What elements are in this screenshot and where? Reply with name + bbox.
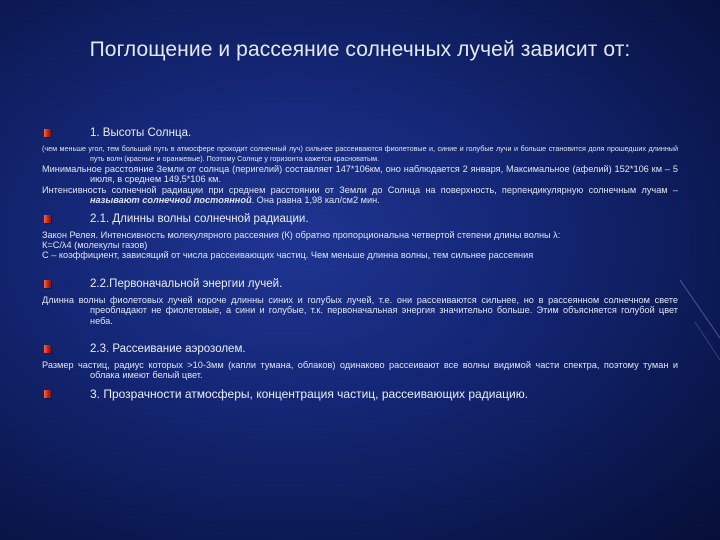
perihelion-paragraph: Минимальное расстояние Земли от солнца (перигелий) составляет 147*106км, оно наблюдается 2 января, Максимальное (афелий) 152*106 км – 5 июля, в среднем 149,5*106 км.: [42, 164, 678, 185]
section-2-1-heading: [42, 212, 678, 226]
slide-content: [42, 126, 678, 401]
aerosol-paragraph: Размер частиц, радиус которых >10-3мм (капли тумана, облаков) одинаково рассеивают все волны видимой части спектра, поэтому туман и облака имеют белый цвет.: [42, 360, 678, 381]
rayleigh-law-paragraph: Закон Релея. Интенсивность молекулярного рассеяния (К) обратно пропорциональна четвертой степени длины волны λ:: [42, 229, 561, 240]
sun-height-note: (чем меньше угол, тем больший путь в атмосфере проходит солнечный луч) сильнее рассеиваются фиолетовые и, синие и голубые лучи и больше становится доля прошедших длинный путь волн (красные и оранжевые). Поэтому Солнце у горизонта кажется красноватым.: [42, 144, 678, 163]
solar-constant-paragraph: [42, 185, 678, 206]
section-2-2-heading: [42, 277, 678, 291]
section-2-3-heading: [42, 342, 678, 356]
section-3-heading-text: 3. Прозрачности атмосферы, концентрация частиц, рассеивающих радиацию.: [90, 386, 529, 401]
section-1-heading-text: 1. Высоты Солнца.: [90, 127, 192, 139]
square-bullet-icon: [44, 280, 51, 288]
solar-constant-text: Интенсивность солнечной радиации при среднем расстоянии от Земли до Солнца на поверхность, перпендикулярную солнечным лучам –: [42, 184, 678, 195]
square-bullet-icon: [44, 215, 51, 223]
section-3-heading: [42, 387, 678, 401]
section-2-1-heading-text: 2.1. Длинны волны солнечной радиации.: [90, 212, 309, 225]
initial-energy-paragraph: Длинна волны фиолетовых лучей короче длинны синих и голубых лучей, т.е. они рассеиваются сильнее, но в рассеянном солнечном свете преобладают не фиолетовые, а сини и голубые, т.к. первоначальная энергия значительно больше. Этим объясняется голубой цвет неба.: [42, 294, 678, 326]
slide-title: Поглощение и рассеяние солнечных лучей зависит от:: [89, 38, 631, 61]
section-2-2-heading-text: 2.2.Первоначальной энергии лучей.: [90, 277, 283, 290]
solar-constant-term: называют солнечной постоянной: [90, 195, 252, 206]
section-2-3-heading-text: 2.3. Рассеивание аэрозолем.: [90, 343, 246, 356]
square-bullet-icon: [44, 129, 51, 137]
square-bullet-icon: [44, 345, 51, 353]
coefficient-paragraph: С – коэффициент, зависящий от числа рассеивающих частиц. Чем меньше длинна волны, тем сильнее рассеяния: [42, 250, 534, 261]
rayleigh-formula: К=С/λ4 (молекулы газов): [42, 240, 148, 251]
solar-constant-value: . Она равна 1,98 кал/см2 мин.: [251, 195, 380, 206]
section-1-heading: [42, 126, 678, 140]
square-bullet-icon: [44, 390, 51, 398]
